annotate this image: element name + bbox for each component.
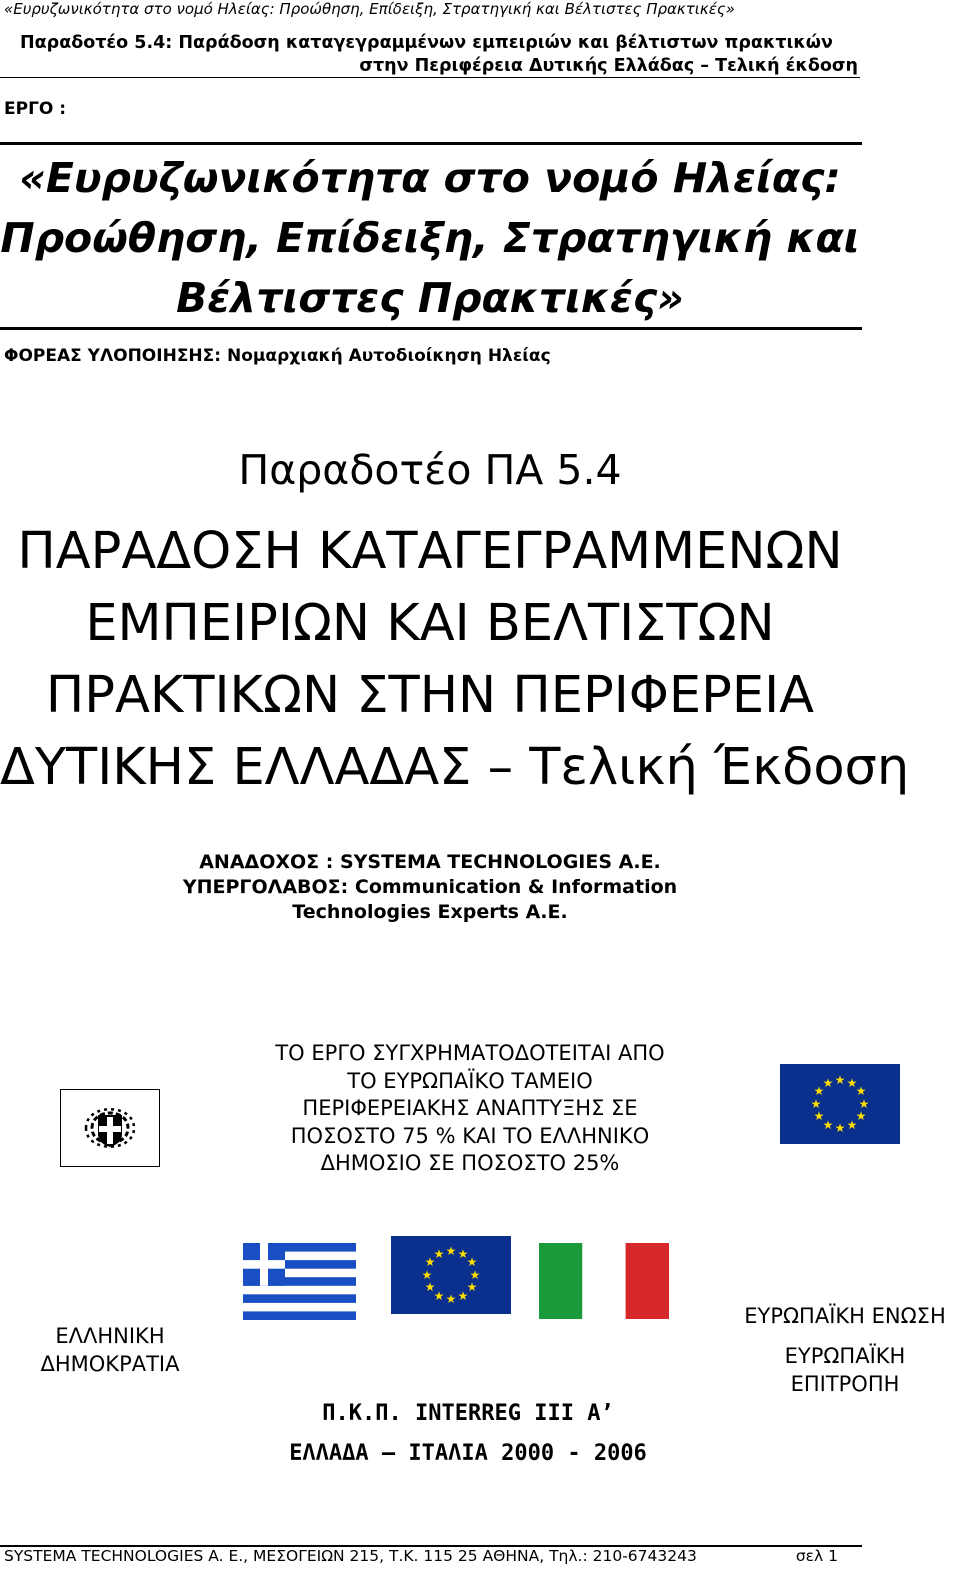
svg-text:★: ★ <box>457 1247 469 1261</box>
deliverable-title <box>0 516 910 804</box>
eu-union-label: ΕΥΡΩΠΑΪΚΗ ΕΝΩΣΗ <box>744 1304 946 1328</box>
deliverable-code: Παραδοτέο ΠΑ 5.4 <box>238 446 622 494</box>
cofinancing-line: ΠΕΡΙΦΕΡΕΙΑΚΗΣ ΑΝΑΠΤΥΞΗΣ ΣΕ <box>302 1096 638 1120</box>
page-footer <box>4 1547 860 1565</box>
deliverable-header-line2: στην Περιφέρεια Δυτικής Ελλάδας – Τελική έκδοση <box>359 56 858 76</box>
deliverable-title-line: ΠΡΑΚΤΙΚΩΝ ΣΤΗΝ ΠΕΡΙΦΕΡΕΙΑ <box>45 666 815 725</box>
cofinancing-line: ΠΟΣΟΣΤΟ 75 % ΚΑΙ ΤΟ ΕΛΛΗΝΙΚΟ <box>290 1123 650 1148</box>
eu-commission-line: ΕΠΙΤΡΟΠΗ <box>790 1372 900 1396</box>
svg-text:★: ★ <box>433 1247 445 1261</box>
eu-commission-label <box>730 1342 960 1398</box>
cofinancing-line: ΔΗΜΟΣΙΟ ΣΕ ΠΟΣΟΣΤΟ 25% <box>320 1151 620 1175</box>
greek-republic-label <box>20 1322 200 1378</box>
contractor-line: ΑΝΑΔΟΧΟΣ : SYSTEMA TECHNOLOGIES Α.Ε. <box>199 851 661 873</box>
svg-text:★: ★ <box>834 1121 846 1135</box>
eu-flag-icon <box>780 1064 900 1144</box>
greek-republic-line: ΔΗΜΟΚΡΑΤΙΑ <box>40 1352 180 1376</box>
cofinancing-line: ΤΟ ΕΥΡΩΠΑΪΚΟ ΤΑΜΕΙΟ <box>347 1068 593 1093</box>
contractors-block <box>0 850 860 925</box>
svg-text:★: ★ <box>424 1255 436 1269</box>
contractor-line: ΥΠΕΡΓΟΛΑΒΟΣ: Communication & Information <box>182 876 678 898</box>
greek-republic-line: ΕΛΛΗΝΙΚΗ <box>55 1324 165 1348</box>
svg-text:★: ★ <box>445 1244 457 1258</box>
running-header: «Ευρυζωνικότητα στο νομό Ηλείας: Προώθηση, Επίδειξη, Στρατηγική και Βέλτιστες Πρακτικές» <box>4 0 735 18</box>
svg-text:★: ★ <box>813 1109 825 1123</box>
greek-coat-of-arms-icon <box>60 1089 160 1167</box>
title-bottom-rule <box>0 327 862 330</box>
deliverable-title-line: ΕΜΠΕΙΡΙΩΝ ΚΑΙ ΒΕΛΤΙΣΤΩΝ <box>85 594 775 653</box>
svg-text:★: ★ <box>846 1118 858 1132</box>
svg-text:★: ★ <box>810 1097 822 1111</box>
svg-text:★: ★ <box>813 1084 825 1098</box>
italian-flag-icon <box>539 1243 669 1319</box>
svg-text:★: ★ <box>846 1076 858 1090</box>
svg-text:★: ★ <box>421 1268 433 1282</box>
cofinancing-statement <box>230 1040 710 1178</box>
svg-text:★: ★ <box>822 1118 834 1132</box>
svg-text:★: ★ <box>855 1084 867 1098</box>
project-title-line: «Ευρυζωνικότητα στο νομό Ηλείας: <box>19 154 841 202</box>
eu-flag-icon <box>391 1236 511 1314</box>
svg-text:★: ★ <box>466 1255 478 1269</box>
implementing-body: ΦΟΡΕΑΣ ΥΛΟΠΟΙΗΣΗΣ: Νομαρχιακή Αυτοδιοίκηση Ηλείας <box>4 346 551 366</box>
project-title-line: Βέλτιστες Πρακτικές» <box>176 274 684 322</box>
page-number: σελ 1 <box>795 1547 838 1565</box>
eu-commission-line: ΕΥΡΩΠΑΪΚΗ <box>784 1344 906 1368</box>
programme-line: ΕΛΛΑΔΑ – ΙΤΑΛΙΑ 2000 - 2006 <box>289 1441 647 1466</box>
svg-text:★: ★ <box>466 1280 478 1294</box>
svg-text:★: ★ <box>445 1292 457 1306</box>
svg-text:★: ★ <box>855 1109 867 1123</box>
svg-text:★: ★ <box>834 1073 846 1087</box>
svg-text:★: ★ <box>424 1280 436 1294</box>
project-title-line: Προώθηση, Επίδειξη, Στρατηγική και <box>0 214 860 262</box>
svg-text:★: ★ <box>433 1289 445 1303</box>
svg-text:★: ★ <box>469 1268 481 1282</box>
greek-flag-icon <box>243 1243 356 1320</box>
project-label: ΕΡΓΟ : <box>4 99 67 119</box>
header-divider <box>0 77 860 78</box>
deliverable-title-line: ΔΥΤΙΚΗΣ ΕΛΛΑΔΑΣ – Τελική Έκδοση <box>0 738 910 797</box>
deliverable-header <box>20 32 860 78</box>
project-title <box>0 148 860 328</box>
svg-text:★: ★ <box>822 1076 834 1090</box>
deliverable-header-line1: Παραδοτέο 5.4: Παράδοση καταγεγραμμένων εμπειριών και βέλτιστων πρακτικών <box>20 33 833 53</box>
programme-label <box>200 1394 736 1474</box>
deliverable-title-line: ΠΑΡΑΔΟΣΗ ΚΑΤΑΓΕΓΡΑΜΜΕΝΩΝ <box>17 522 843 581</box>
svg-text:★: ★ <box>457 1289 469 1303</box>
title-top-rule <box>0 142 862 145</box>
programme-line: Π.Κ.Π. INTERREG III A’ <box>322 1401 614 1426</box>
contractor-line: Technologies Experts Α.Ε. <box>292 901 568 923</box>
cofinancing-line: ΤΟ ΕΡΓΟ ΣΥΓΧΡΗΜΑΤΟΔΟΤΕΙΤΑΙ ΑΠΟ <box>275 1041 665 1065</box>
footer-address: SYSTEMA TECHNOLOGIES A. E., ΜΕΣΟΓΕΙΩΝ 215, Τ.Κ. 115 25 ΑΘΗΝΑ, Τηλ.: 210-6743243 <box>4 1547 697 1565</box>
svg-text:★: ★ <box>858 1097 870 1111</box>
